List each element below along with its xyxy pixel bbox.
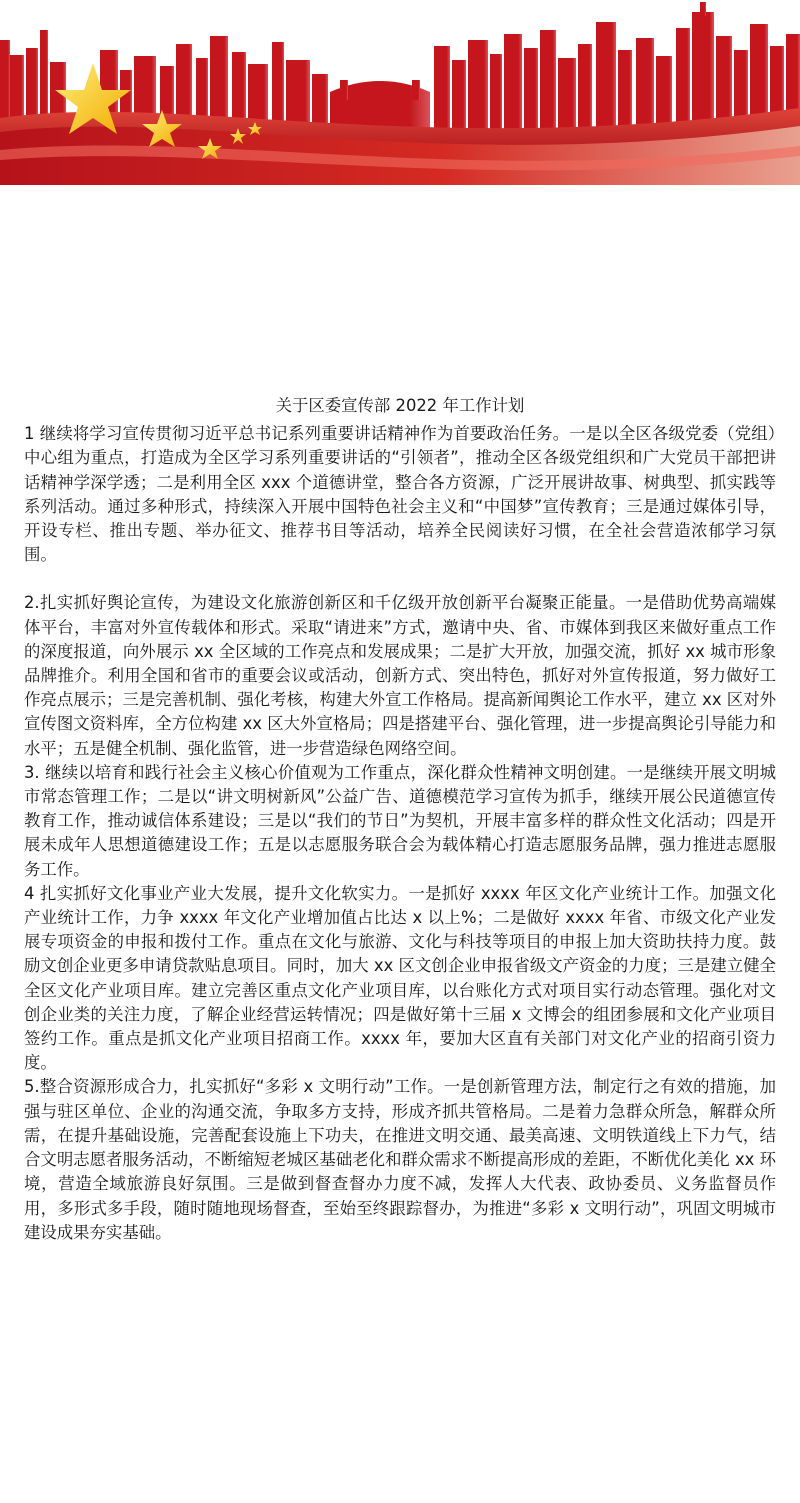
document-title: 关于区委宣传部 2022 年工作计划 — [275, 396, 525, 415]
document-body — [24, 394, 776, 1245]
paragraph-5: 5.整合资源形成合力，扎实抓好“多彩 x 文明行动”工作。一是创新管理方法，制定行之有效的措施，加强与驻区单位、企业的沟通交流，争取多方支持，形成齐抓共管格局。二是着力急群众所急，解群众所需，在提升基础设施，完善配套设施上下功夫，在推进文明交通、最美高速、文明铁道线上下力气，结合文明志愿者服务活动，不断缩短老城区基础老化和群众需求不断提高形成的差距，不断优化美化 xx 环境，营造全域旅游良好氛围。三是做到督查督办力度不减，发挥人大代表、政协委员、义务监督员作用，多形式多手段，随时随地现场督查，至始至终跟踪督办，为推进“多彩 x 文明行动”，巩固文明城市建设成果夯实基础。 — [24, 1077, 776, 1242]
header-banner — [0, 0, 800, 185]
city-skyline-banner-graphic — [0, 0, 800, 185]
paragraph-3: 3. 继续以培育和践行社会主义核心价值观为工作重点，深化群众性精神文明创建。一是继续开展文明城市常态管理工作；二是以“讲文明树新风”公益广告、道德模范学习宣传为抓手，继续开展公民道德宣传教育工作，推动诚信体系建设；三是以“我们的节日”为契机，开展丰富多样的群众性文化活动；四是开展未成年人思想道德建设工作；五是以志愿服务联合会为载体精心打造志愿服务品牌，强力推进志愿服务工作。 — [24, 762, 776, 879]
paragraph-2: 2.扎实抓好舆论宣传，为建设文化旅游创新区和千亿级开放创新平台凝聚正能量。一是借助优势高端媒体平台，丰富对外宣传载体和形式。采取“请进来”方式，邀请中央、省、市媒体到我区来做好重点工作的深度报道，向外展示 xx 全区域的工作亮点和发展成果；二是扩大开放，加强交流，抓好 xx 城市形象品牌推介。利用全国和省市的重要会议或活动，创新方式、突出特色，抓好对外宣传报道，努力做好工作亮点展示；三是完善机制、强化考核，构建大外宣工作格局。提高新闻舆论工作水平，建立 xx 区对外宣传图文资料库，全方位构建 xx 区大外宣格局；四是搭建平台、强化管理，进一步提高舆论引导能力和水平；五是健全机制、强化监管，进一步营造绿色网络空间。 — [24, 593, 776, 758]
paragraph-4: 4 扎实抓好文化事业产业大发展，提升文化软实力。一是抓好 xxxx 年区文化产业统计工作。加强文化产业统计工作，力争 xxxx 年文化产业增加值占比达 x 以上%；二是做好 xxxx 年省、市级文化产业发展专项资金的申报和拨付工作。重点在文化与旅游、文化与科技等项目的申报上加大资助扶持力度。鼓励文创企业更多申请贷款贴息项目。同时，加大 xx 区文创企业申报省级文产资金的力度；三是建立健全全区文化产业项目库。建立完善区重点文化产业项目库，以台账化方式对项目实行动态管理。强化对文创企业类的关注力度，了解企业经营运转情况；四是做好第十三届 x 文博会的组团参展和文化产业项目签约工作。重点是抓文化产业项目招商工作。xxxx 年，要加大区直有关部门对文化产业的招商引资力度。 — [24, 883, 776, 1073]
paragraph-1: 1 继续将学习宣传贯彻习近平总书记系列重要讲话精神作为首要政治任务。一是以全区各级党委（党组）中心组为重点，打造成为全区学习系列重要讲话的“引领者”，推动全区各级党组织和广大党员干部把讲话精神学深学透；二是利用全区 xxx 个道德讲堂，整合各方资源，广泛开展讲故事、树典型、抓实践等系列活动。通过多种形式，持续深入开展中国特色社会主义和“中国梦”宣传教育；三是通过媒体引导，开设专栏、推出专题、举办征文、推荐书目等活动，培养全民阅读好习惯，在全社会营造浓郁学习氛围。 — [24, 424, 776, 565]
paragraph-gap — [24, 567, 776, 591]
